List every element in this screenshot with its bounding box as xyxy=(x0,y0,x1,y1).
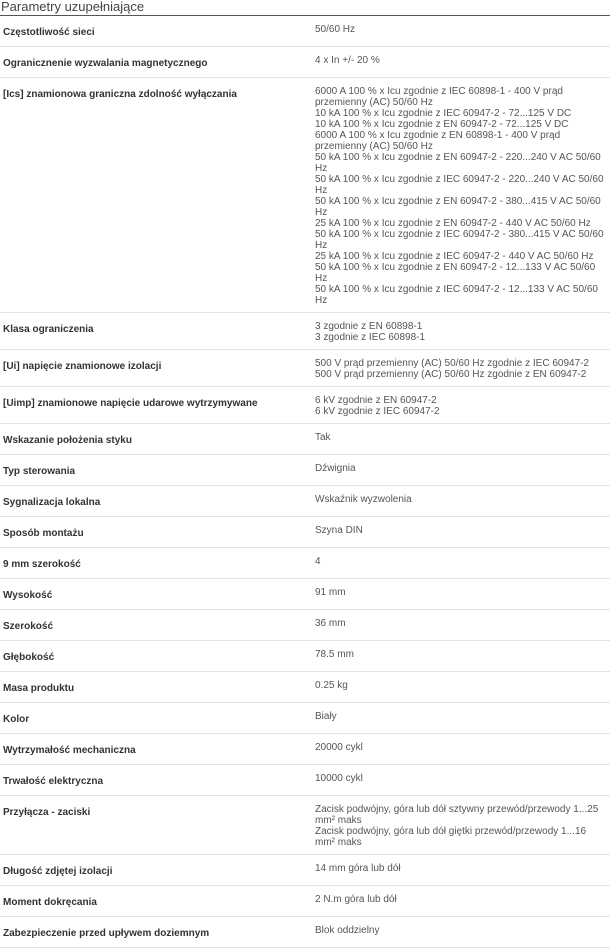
spec-value xyxy=(307,47,610,78)
spec-value-line: 3 zgodnie z EN 60898-1 xyxy=(315,321,423,332)
spec-label: Ogranicznenie wyzwalania magnetycznego xyxy=(0,47,307,78)
spec-value-line: 91 mm xyxy=(315,587,346,598)
spec-value xyxy=(307,917,610,948)
spec-value-line: 50 kA 100 % x Icu zgodnie z IEC 60947-2 - 12...133 V AC 50/60 Hz xyxy=(315,284,598,306)
specs-table-body xyxy=(0,16,610,948)
spec-label: Moment dokręcania xyxy=(0,886,307,917)
spec-value-line: 6000 A 100 % x Icu zgodnie z IEC 60898-1 - 400 V prąd przemienny (AC) 50/60 Hz xyxy=(315,86,563,108)
table-row xyxy=(0,886,610,917)
spec-value-line: 500 V prąd przemienny (AC) 50/60 Hz zgodnie z EN 60947-2 xyxy=(315,369,587,380)
spec-value-line: 50 kA 100 % x Icu zgodnie z EN 60947-2 - 380...415 V AC 50/60 Hz xyxy=(315,196,601,218)
spec-label: Wysokość xyxy=(0,579,307,610)
spec-value-line: 50 kA 100 % x Icu zgodnie z EN 60947-2 - 12...133 V AC 50/60 Hz xyxy=(315,262,596,284)
spec-label: Długość zdjętej izolacji xyxy=(0,855,307,886)
table-row xyxy=(0,350,610,387)
spec-value-line: Zacisk podwójny, góra lub dół giętki przewód/przewody 1...16 mm² maks xyxy=(315,826,587,848)
spec-label: Sposób montażu xyxy=(0,517,307,548)
spec-label: 9 mm szerokość xyxy=(0,548,307,579)
spec-value-line: 25 kA 100 % x Icu zgodnie z IEC 60947-2 - 440 V AC 50/60 Hz xyxy=(315,251,594,262)
spec-value-line: Zacisk podwójny, góra lub dół sztywny przewód/przewody 1...25 mm² maks xyxy=(315,804,599,826)
spec-value-line: 6 kV zgodnie z EN 60947-2 xyxy=(315,395,437,406)
spec-label: Głębokość xyxy=(0,641,307,672)
spec-label: Przyłącza - zaciski xyxy=(0,796,307,855)
spec-label: [Uimp] znamionowe napięcie udarowe wytrzymywane xyxy=(0,387,307,424)
table-row xyxy=(0,78,610,313)
spec-value xyxy=(307,517,610,548)
spec-value xyxy=(307,855,610,886)
spec-label: [Ics] znamionowa graniczna zdolność wyłączania xyxy=(0,78,307,313)
spec-value xyxy=(307,313,610,350)
spec-value xyxy=(307,610,610,641)
spec-value xyxy=(307,734,610,765)
table-row xyxy=(0,641,610,672)
spec-label: Kolor xyxy=(0,703,307,734)
spec-value xyxy=(307,548,610,579)
spec-value-line: Blok oddzielny xyxy=(315,925,380,936)
spec-label: Sygnalizacja lokalna xyxy=(0,486,307,517)
spec-value-line: 10 kA 100 % x Icu zgodnie z IEC 60947-2 - 72...125 V DC xyxy=(315,108,572,119)
spec-label: Częstotliwość sieci xyxy=(0,16,307,47)
table-row xyxy=(0,387,610,424)
table-row xyxy=(0,610,610,641)
spec-value xyxy=(307,78,610,313)
table-row xyxy=(0,517,610,548)
spec-value-line: 20000 cykl xyxy=(315,742,363,753)
spec-value-line: 50 kA 100 % x Icu zgodnie z IEC 60947-2 - 220...240 V AC 50/60 Hz xyxy=(315,174,604,196)
spec-value-line: 50 kA 100 % x Icu zgodnie z IEC 60947-2 - 380...415 V AC 50/60 Hz xyxy=(315,229,604,251)
table-row xyxy=(0,917,610,948)
spec-value-line: 6 kV zgodnie z IEC 60947-2 xyxy=(315,406,440,417)
spec-value xyxy=(307,765,610,796)
spec-value-line: 14 mm góra lub dół xyxy=(315,863,401,874)
spec-value-line: 10000 cykl xyxy=(315,773,363,784)
spec-value xyxy=(307,387,610,424)
spec-value xyxy=(307,672,610,703)
spec-value-line: Dźwignia xyxy=(315,463,356,474)
table-row xyxy=(0,16,610,47)
spec-value-line: 78.5 mm xyxy=(315,649,354,660)
spec-value-line: 10 kA 100 % x Icu zgodnie z EN 60947-2 - 72...125 V DC xyxy=(315,119,569,130)
spec-label: Masa produktu xyxy=(0,672,307,703)
table-row xyxy=(0,548,610,579)
table-row xyxy=(0,672,610,703)
spec-value xyxy=(307,424,610,455)
spec-label: Wskazanie położenia styku xyxy=(0,424,307,455)
spec-label: Typ sterowania xyxy=(0,455,307,486)
spec-value-line: 4 x In +/- 20 % xyxy=(315,55,380,66)
table-row xyxy=(0,47,610,78)
section-title: Parametry uzupełniające xyxy=(0,0,610,16)
specs-table xyxy=(0,16,610,948)
table-row xyxy=(0,734,610,765)
spec-value-line: 0.25 kg xyxy=(315,680,348,691)
spec-value xyxy=(307,886,610,917)
spec-label: Trwałość elektryczna xyxy=(0,765,307,796)
table-row xyxy=(0,455,610,486)
spec-value-line: 25 kA 100 % x Icu zgodnie z EN 60947-2 - 440 V AC 50/60 Hz xyxy=(315,218,591,229)
spec-value-line: 4 xyxy=(315,556,321,567)
spec-label: Klasa ograniczenia xyxy=(0,313,307,350)
spec-value xyxy=(307,703,610,734)
spec-value xyxy=(307,796,610,855)
table-row xyxy=(0,703,610,734)
spec-value xyxy=(307,455,610,486)
spec-value-line: 36 mm xyxy=(315,618,346,629)
spec-value xyxy=(307,641,610,672)
spec-value xyxy=(307,350,610,387)
spec-value-line: Szyna DIN xyxy=(315,525,363,536)
table-row xyxy=(0,855,610,886)
spec-value xyxy=(307,16,610,47)
spec-value-line: 50 kA 100 % x Icu zgodnie z EN 60947-2 - 220...240 V AC 50/60 Hz xyxy=(315,152,601,174)
spec-value-line: 50/60 Hz xyxy=(315,24,356,35)
table-row xyxy=(0,796,610,855)
spec-value-line: 2 N.m góra lub dół xyxy=(315,894,397,905)
spec-value-line: Wskaźnik wyzwolenia xyxy=(315,494,412,505)
spec-value-line: 500 V prąd przemienny (AC) 50/60 Hz zgodnie z IEC 60947-2 xyxy=(315,358,590,369)
table-row xyxy=(0,424,610,455)
spec-value-line: 6000 A 100 % x Icu zgodnie z EN 60898-1 - 400 V prąd przemienny (AC) 50/60 Hz xyxy=(315,130,561,152)
table-row xyxy=(0,765,610,796)
spec-label: [Ui] napięcie znamionowe izolacji xyxy=(0,350,307,387)
spec-label: Szerokość xyxy=(0,610,307,641)
spec-value-line: 3 zgodnie z IEC 60898-1 xyxy=(315,332,426,343)
table-row xyxy=(0,486,610,517)
spec-value xyxy=(307,579,610,610)
spec-value xyxy=(307,486,610,517)
spec-label: Wytrzymałość mechaniczna xyxy=(0,734,307,765)
table-row xyxy=(0,579,610,610)
table-row xyxy=(0,313,610,350)
spec-value-line: Tak xyxy=(315,432,331,443)
spec-label: Zabezpieczenie przed upływem doziemnym xyxy=(0,917,307,948)
spec-value-line: Biały xyxy=(315,711,337,722)
